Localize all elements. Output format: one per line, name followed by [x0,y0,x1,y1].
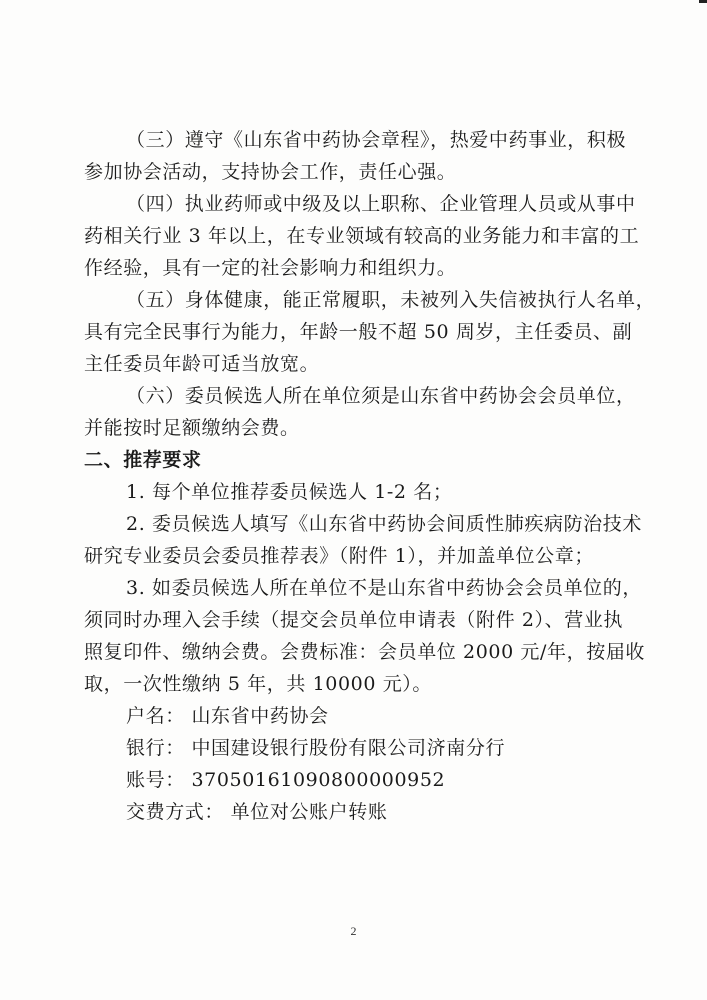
text-line: 主任委员年龄可适当放宽。 [84,353,320,375]
text-line: （三）遵守《山东省中药协会章程》，热爱中药事业，积极 [126,129,627,151]
document-body [84,124,656,828]
paragraph-6 [84,380,636,444]
text-line: （六）委员候选人所在单位须是山东省中药协会会员单位， [126,385,636,407]
text-line: 1. 每个单位推荐委员候选人 1-2 名； [126,481,453,503]
text-line: 2. 委员候选人填写《山东省中药协会间质性肺疾病防治技术 [126,513,642,535]
account-number: 账号： 37050161090800000952 [126,769,446,791]
bank-account-info [84,700,624,828]
payment-method: 交费方式： 单位对公账户转账 [126,801,388,823]
paragraph-5 [84,284,656,380]
requirement-item-2 [84,508,642,572]
text-line: 参加协会活动，支持协会工作，责任心强。 [84,161,457,183]
text-line: 并能按时足额缴纳会费。 [84,417,300,439]
text-line: （四）执业药师或中级及以上职称、企业管理人员或从事中 [126,193,636,215]
corner-mark [699,0,707,3]
paragraph-3 [84,124,627,188]
text-line: 具有完全民事行为能力，年龄一般不超 50 周岁，主任委员、副 [84,321,633,343]
account-name: 户名： 山东省中药协会 [126,705,329,727]
page-number: 2 [350,924,357,938]
text-line: 3. 如委员候选人所在单位不是山东省中药协会会员单位的， [126,577,642,599]
text-line: 作经验，具有一定的社会影响力和组织力。 [84,257,457,279]
text-line: 须同时办理入会手续（提交会员单位申请表（附件 2）、营业执 [84,609,624,631]
text-line: 药相关行业 3 年以上，在专业领域有较高的业务能力和丰富的工 [84,225,640,247]
section-heading: 二、推荐要求 [84,449,202,471]
requirement-item-1 [84,476,624,508]
text-line: 研究专业委员会委员推荐表》（附件 1），并加盖单位公章； [84,545,594,567]
paragraph-4 [84,188,640,284]
text-line: （五）身体健康，能正常履职，未被列入失信被执行人名单， [126,289,656,311]
text-line: 照复印件、缴纳会费。会费标准：会员单位 2000 元/年，按届收 [84,641,646,663]
account-bank: 银行： 中国建设银行股份有限公司济南分行 [126,737,506,759]
text-line: 取，一次性缴纳 5 年，共 10000 元）。 [84,673,432,695]
requirement-item-3 [84,572,646,700]
